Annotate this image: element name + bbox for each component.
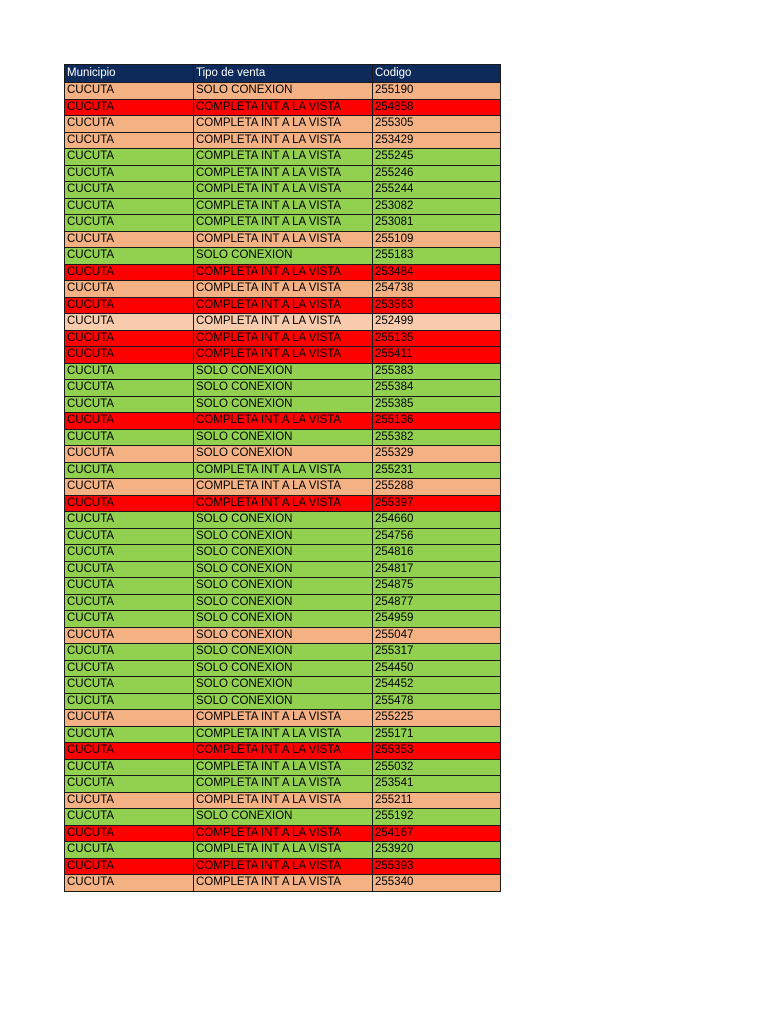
table-row <box>65 825 501 842</box>
table-row <box>65 380 501 397</box>
cell-municipio[interactable]: CUCUTA <box>65 726 194 743</box>
cell-codigo[interactable]: 255353 <box>373 743 501 760</box>
cell-tipo-de-venta[interactable]: SOLO CONEXION <box>194 528 373 545</box>
table-row <box>65 561 501 578</box>
cell-tipo-de-venta[interactable]: COMPLETA INT A LA VISTA <box>194 99 373 116</box>
cell-codigo[interactable]: 255245 <box>373 149 501 166</box>
table-row <box>65 809 501 826</box>
cell-municipio[interactable]: CUCUTA <box>65 578 194 595</box>
cell-codigo[interactable]: 255411 <box>373 347 501 364</box>
cell-codigo[interactable]: 253429 <box>373 132 501 149</box>
cell-municipio[interactable]: CUCUTA <box>65 792 194 809</box>
cell-tipo-de-venta[interactable]: SOLO CONEXION <box>194 561 373 578</box>
table-row <box>65 396 501 413</box>
cell-codigo[interactable]: 255397 <box>373 495 501 512</box>
table-row <box>65 281 501 298</box>
cell-codigo[interactable]: 255032 <box>373 759 501 776</box>
table-row <box>65 413 501 430</box>
table-row <box>65 198 501 215</box>
table-row <box>65 578 501 595</box>
cell-municipio[interactable]: CUCUTA <box>65 776 194 793</box>
cell-codigo[interactable]: 254817 <box>373 561 501 578</box>
table-row <box>65 677 501 694</box>
cell-tipo-de-venta[interactable]: COMPLETA INT A LA VISTA <box>194 759 373 776</box>
table-row <box>65 743 501 760</box>
cell-municipio[interactable]: CUCUTA <box>65 248 194 265</box>
cell-tipo-de-venta[interactable]: COMPLETA INT A LA VISTA <box>194 495 373 512</box>
table-row <box>65 479 501 496</box>
table-row <box>65 182 501 199</box>
cell-tipo-de-venta[interactable]: COMPLETA INT A LA VISTA <box>194 413 373 430</box>
cell-codigo[interactable]: 255393 <box>373 858 501 875</box>
cell-municipio[interactable]: CUCUTA <box>65 149 194 166</box>
cell-municipio[interactable]: CUCUTA <box>65 627 194 644</box>
cell-municipio[interactable]: CUCUTA <box>65 660 194 677</box>
cell-tipo-de-venta[interactable]: COMPLETA INT A LA VISTA <box>194 281 373 298</box>
table-row <box>65 875 501 892</box>
cell-municipio[interactable]: CUCUTA <box>65 528 194 545</box>
cell-municipio[interactable]: CUCUTA <box>65 132 194 149</box>
cell-municipio[interactable]: CUCUTA <box>65 116 194 133</box>
table-body <box>65 83 501 892</box>
cell-tipo-de-venta[interactable]: COMPLETA INT A LA VISTA <box>194 149 373 166</box>
cell-municipio[interactable]: CUCUTA <box>65 693 194 710</box>
table-row <box>65 495 501 512</box>
table-row <box>65 330 501 347</box>
cell-municipio[interactable]: CUCUTA <box>65 462 194 479</box>
table-row <box>65 149 501 166</box>
cell-codigo[interactable]: 255383 <box>373 363 501 380</box>
cell-codigo[interactable]: 255183 <box>373 248 501 265</box>
cell-tipo-de-venta[interactable]: COMPLETA INT A LA VISTA <box>194 198 373 215</box>
table-row <box>65 363 501 380</box>
cell-municipio[interactable]: CUCUTA <box>65 182 194 199</box>
table-row <box>65 215 501 232</box>
cell-municipio[interactable]: CUCUTA <box>65 644 194 661</box>
header-tipo-de-venta[interactable]: Tipo de venta <box>194 65 373 83</box>
cell-codigo[interactable]: 254738 <box>373 281 501 298</box>
table-row <box>65 792 501 809</box>
cell-tipo-de-venta[interactable]: COMPLETA INT A LA VISTA <box>194 347 373 364</box>
cell-codigo[interactable]: 255190 <box>373 83 501 100</box>
cell-tipo-de-venta[interactable]: SOLO CONEXION <box>194 627 373 644</box>
cell-municipio[interactable]: CUCUTA <box>65 231 194 248</box>
cell-municipio[interactable]: CUCUTA <box>65 83 194 100</box>
cell-codigo[interactable]: 254875 <box>373 578 501 595</box>
cell-municipio[interactable]: CUCUTA <box>65 330 194 347</box>
cell-municipio[interactable]: CUCUTA <box>65 396 194 413</box>
cell-codigo[interactable]: 254959 <box>373 611 501 628</box>
table-row <box>65 116 501 133</box>
cell-tipo-de-venta[interactable]: COMPLETA INT A LA VISTA <box>194 297 373 314</box>
cell-tipo-de-venta[interactable]: COMPLETA INT A LA VISTA <box>194 215 373 232</box>
cell-municipio[interactable]: CUCUTA <box>65 297 194 314</box>
cell-municipio[interactable]: CUCUTA <box>65 429 194 446</box>
cell-codigo[interactable]: 255385 <box>373 396 501 413</box>
cell-codigo[interactable]: 254816 <box>373 545 501 562</box>
table-row <box>65 347 501 364</box>
table-row <box>65 512 501 529</box>
cell-tipo-de-venta[interactable]: SOLO CONEXION <box>194 83 373 100</box>
table-row <box>65 759 501 776</box>
cell-tipo-de-venta[interactable]: SOLO CONEXION <box>194 512 373 529</box>
cell-tipo-de-venta[interactable]: SOLO CONEXION <box>194 396 373 413</box>
table-row <box>65 545 501 562</box>
cell-tipo-de-venta[interactable]: COMPLETA INT A LA VISTA <box>194 330 373 347</box>
cell-municipio[interactable]: CUCUTA <box>65 165 194 182</box>
cell-tipo-de-venta[interactable]: COMPLETA INT A LA VISTA <box>194 858 373 875</box>
cell-municipio[interactable]: CUCUTA <box>65 809 194 826</box>
cell-codigo[interactable]: 254167 <box>373 825 501 842</box>
cell-municipio[interactable]: CUCUTA <box>65 743 194 760</box>
table-row <box>65 726 501 743</box>
cell-codigo[interactable]: 255171 <box>373 726 501 743</box>
table-row <box>65 594 501 611</box>
table-row <box>65 446 501 463</box>
cell-codigo[interactable]: 253541 <box>373 776 501 793</box>
cell-tipo-de-venta[interactable]: COMPLETA INT A LA VISTA <box>194 842 373 859</box>
cell-codigo[interactable]: 255340 <box>373 875 501 892</box>
header-municipio[interactable]: Municipio <box>65 65 194 83</box>
cell-municipio[interactable]: CUCUTA <box>65 479 194 496</box>
cell-municipio[interactable]: CUCUTA <box>65 198 194 215</box>
cell-tipo-de-venta[interactable]: COMPLETA INT A LA VISTA <box>194 231 373 248</box>
cell-codigo[interactable]: 255244 <box>373 182 501 199</box>
header-row <box>65 65 501 83</box>
cell-tipo-de-venta[interactable]: SOLO CONEXION <box>194 611 373 628</box>
cell-municipio[interactable]: CUCUTA <box>65 380 194 397</box>
cell-tipo-de-venta[interactable]: SOLO CONEXION <box>194 578 373 595</box>
cell-municipio[interactable]: CUCUTA <box>65 99 194 116</box>
cell-municipio[interactable]: CUCUTA <box>65 413 194 430</box>
cell-tipo-de-venta[interactable]: COMPLETA INT A LA VISTA <box>194 132 373 149</box>
table-row <box>65 429 501 446</box>
cell-tipo-de-venta[interactable]: SOLO CONEXION <box>194 363 373 380</box>
cell-municipio[interactable]: CUCUTA <box>65 561 194 578</box>
cell-tipo-de-venta[interactable]: SOLO CONEXION <box>194 677 373 694</box>
cell-municipio[interactable]: CUCUTA <box>65 875 194 892</box>
cell-tipo-de-venta[interactable]: COMPLETA INT A LA VISTA <box>194 182 373 199</box>
sales-table <box>64 64 501 892</box>
cell-municipio[interactable]: CUCUTA <box>65 842 194 859</box>
cell-tipo-de-venta[interactable]: COMPLETA INT A LA VISTA <box>194 710 373 727</box>
cell-tipo-de-venta[interactable]: COMPLETA INT A LA VISTA <box>194 776 373 793</box>
cell-tipo-de-venta[interactable]: SOLO CONEXION <box>194 660 373 677</box>
cell-municipio[interactable]: CUCUTA <box>65 677 194 694</box>
table-row <box>65 627 501 644</box>
cell-codigo[interactable]: 253920 <box>373 842 501 859</box>
table-row <box>65 693 501 710</box>
table-row <box>65 297 501 314</box>
cell-codigo[interactable]: 255211 <box>373 792 501 809</box>
table-row <box>65 660 501 677</box>
table-row <box>65 842 501 859</box>
cell-tipo-de-venta[interactable]: SOLO CONEXION <box>194 380 373 397</box>
cell-codigo[interactable]: 255136 <box>373 413 501 430</box>
cell-codigo[interactable]: 255135 <box>373 330 501 347</box>
cell-codigo[interactable]: 253082 <box>373 198 501 215</box>
cell-tipo-de-venta[interactable]: COMPLETA INT A LA VISTA <box>194 479 373 496</box>
table-row <box>65 611 501 628</box>
cell-tipo-de-venta[interactable]: SOLO CONEXION <box>194 809 373 826</box>
cell-codigo[interactable]: 255246 <box>373 165 501 182</box>
table-header <box>65 65 501 83</box>
cell-tipo-de-venta[interactable]: COMPLETA INT A LA VISTA <box>194 792 373 809</box>
table-row <box>65 231 501 248</box>
cell-municipio[interactable]: CUCUTA <box>65 264 194 281</box>
cell-codigo[interactable]: 255329 <box>373 446 501 463</box>
cell-tipo-de-venta[interactable]: SOLO CONEXION <box>194 429 373 446</box>
cell-municipio[interactable]: CUCUTA <box>65 594 194 611</box>
cell-municipio[interactable]: CUCUTA <box>65 759 194 776</box>
cell-codigo[interactable]: 255231 <box>373 462 501 479</box>
cell-codigo[interactable]: 255317 <box>373 644 501 661</box>
table-row <box>65 132 501 149</box>
cell-codigo[interactable]: 252499 <box>373 314 501 331</box>
cell-tipo-de-venta[interactable]: SOLO CONEXION <box>194 248 373 265</box>
cell-codigo[interactable]: 254877 <box>373 594 501 611</box>
table-row <box>65 99 501 116</box>
table-row <box>65 528 501 545</box>
cell-municipio[interactable]: CUCUTA <box>65 363 194 380</box>
table-row <box>65 314 501 331</box>
cell-codigo[interactable]: 255478 <box>373 693 501 710</box>
cell-municipio[interactable]: CUCUTA <box>65 314 194 331</box>
cell-municipio[interactable]: CUCUTA <box>65 545 194 562</box>
cell-tipo-de-venta[interactable]: SOLO CONEXION <box>194 594 373 611</box>
cell-municipio[interactable]: CUCUTA <box>65 495 194 512</box>
cell-codigo[interactable]: 253081 <box>373 215 501 232</box>
table-row <box>65 165 501 182</box>
cell-codigo[interactable]: 255382 <box>373 429 501 446</box>
cell-codigo[interactable]: 255047 <box>373 627 501 644</box>
cell-municipio[interactable]: CUCUTA <box>65 281 194 298</box>
table-row <box>65 248 501 265</box>
table-row <box>65 644 501 661</box>
cell-codigo[interactable]: 254660 <box>373 512 501 529</box>
cell-tipo-de-venta[interactable]: COMPLETA INT A LA VISTA <box>194 726 373 743</box>
cell-tipo-de-venta[interactable]: COMPLETA INT A LA VISTA <box>194 165 373 182</box>
cell-municipio[interactable]: CUCUTA <box>65 710 194 727</box>
cell-tipo-de-venta[interactable]: SOLO CONEXION <box>194 693 373 710</box>
cell-codigo[interactable]: 254452 <box>373 677 501 694</box>
cell-tipo-de-venta[interactable]: COMPLETA INT A LA VISTA <box>194 264 373 281</box>
cell-tipo-de-venta[interactable]: SOLO CONEXION <box>194 545 373 562</box>
cell-tipo-de-venta[interactable]: COMPLETA INT A LA VISTA <box>194 462 373 479</box>
cell-codigo[interactable]: 255288 <box>373 479 501 496</box>
cell-tipo-de-venta[interactable]: SOLO CONEXION <box>194 644 373 661</box>
cell-municipio[interactable]: CUCUTA <box>65 215 194 232</box>
cell-codigo[interactable]: 255225 <box>373 710 501 727</box>
cell-tipo-de-venta[interactable]: COMPLETA INT A LA VISTA <box>194 116 373 133</box>
table-row <box>65 710 501 727</box>
cell-codigo[interactable]: 254858 <box>373 99 501 116</box>
cell-codigo[interactable]: 255305 <box>373 116 501 133</box>
cell-codigo[interactable]: 254756 <box>373 528 501 545</box>
table-row <box>65 776 501 793</box>
table-row <box>65 83 501 100</box>
cell-municipio[interactable]: CUCUTA <box>65 858 194 875</box>
cell-codigo[interactable]: 253484 <box>373 264 501 281</box>
cell-municipio[interactable]: CUCUTA <box>65 347 194 364</box>
cell-municipio[interactable]: CUCUTA <box>65 825 194 842</box>
cell-municipio[interactable]: CUCUTA <box>65 446 194 463</box>
table-row <box>65 462 501 479</box>
cell-municipio[interactable]: CUCUTA <box>65 611 194 628</box>
cell-codigo[interactable]: 255384 <box>373 380 501 397</box>
cell-tipo-de-venta[interactable]: SOLO CONEXION <box>194 446 373 463</box>
cell-codigo[interactable]: 254450 <box>373 660 501 677</box>
cell-municipio[interactable]: CUCUTA <box>65 512 194 529</box>
cell-tipo-de-venta[interactable]: COMPLETA INT A LA VISTA <box>194 825 373 842</box>
cell-codigo[interactable]: 255192 <box>373 809 501 826</box>
table-row <box>65 858 501 875</box>
header-codigo[interactable]: Codigo <box>373 65 501 83</box>
cell-codigo[interactable]: 253563 <box>373 297 501 314</box>
cell-codigo[interactable]: 255109 <box>373 231 501 248</box>
cell-tipo-de-venta[interactable]: COMPLETA INT A LA VISTA <box>194 314 373 331</box>
cell-tipo-de-venta[interactable]: COMPLETA INT A LA VISTA <box>194 743 373 760</box>
cell-tipo-de-venta[interactable]: COMPLETA INT A LA VISTA <box>194 875 373 892</box>
table-row <box>65 264 501 281</box>
